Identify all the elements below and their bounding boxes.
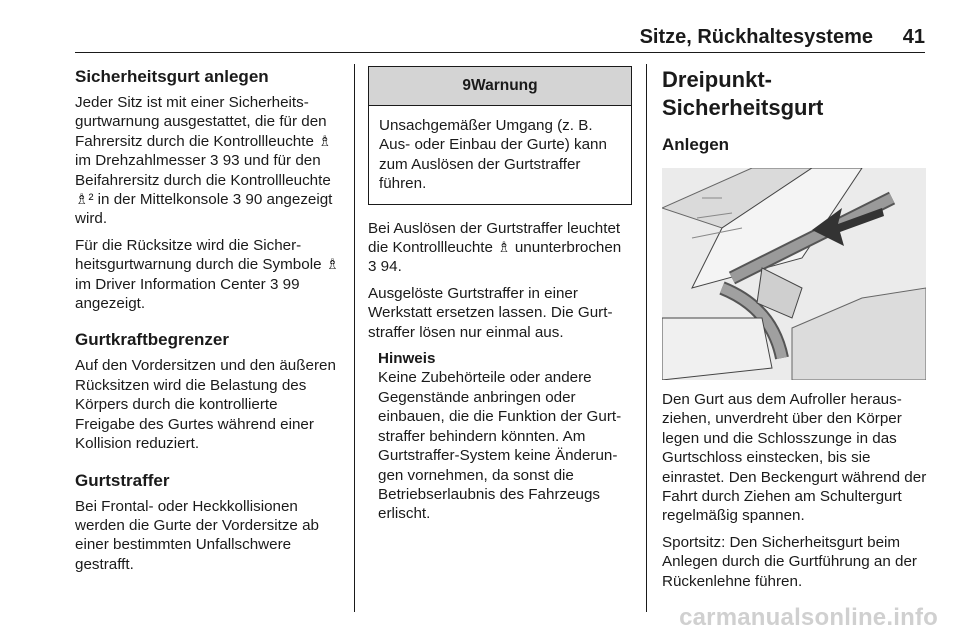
airbag-light-icon: ♗: [497, 239, 511, 257]
warning-triangle-icon: 9: [462, 77, 472, 94]
hint-title: Hinweis: [378, 350, 436, 368]
column-2: [368, 66, 632, 524]
header-rule: [75, 52, 925, 53]
reference-arrow-icon: 3: [269, 275, 279, 293]
paragraph-pretensioner-light: Bei Auslösen der Gurtstraffer leuchtet die Kontrollleuchte ♗ ununterbrochen 3 94.: [368, 219, 622, 276]
hint-block: [368, 349, 632, 524]
paragraph-force-limiter: Auf den Vordersitzen und den äußeren Rücksitzen wird die Belastung des Körpers durch die kontrollierte Freigabe des Gurtes während einer Kollision reduziert.: [75, 357, 336, 453]
paragraph-belt-warning: Jeder Sitz ist mit einer Sicherheitsgurtwarnung ausgestattet, die für den Fahrersitz durch die Kontrollleuchte ♗ im Drehzahlmesser 3 93 und für den Beifahrersitz durch die Kontrollleuchte ♗² in der Mittelkonsole 3 90 angezeigt wird.: [75, 94, 333, 228]
hint-text: Keine Zubehörteile oder andere Gegenstände anbringen oder einbauen, die die Funktion der Gurtstraffer behindern könnten. Am Gurtstraffer-System keine Änderungen vornehmen, da sonst die Betriebserlaubnis des Fahrzeugs erlischt.: [378, 369, 622, 523]
heading-seatbelt-fasten: Sicherheitsgurt anlegen: [75, 67, 269, 86]
reference-arrow-icon: 3: [368, 258, 377, 276]
heading-force-limiter: Gurtkraftbegrenzer: [75, 330, 229, 350]
warning-header: [369, 67, 631, 106]
column-1: [75, 66, 341, 581]
paragraph-rear-warning: Für die Rücksitze wird die Sicherheitsgurtwarnung durch die Symbole ♗ im Driver Information Center 3 99 angezeigt.: [75, 236, 340, 313]
reference-arrow-icon: 3: [232, 191, 242, 209]
warning-box: [368, 66, 632, 205]
column-divider-1: [354, 64, 355, 612]
warning-title: Warnung: [471, 77, 538, 94]
page-number: 41: [902, 26, 925, 48]
seatbelt-icon: ♗: [318, 132, 332, 150]
chapter-title: Sitze, Rückhaltesysteme: [639, 26, 873, 48]
seatbelt-passenger-icon: ♗²: [75, 191, 94, 209]
page-header: [75, 26, 925, 50]
paragraph-fasten-instructions: Den Gurt aus dem Aufroller herausziehen, unverdreht über den Körper legen und die Schlosszunge in das Gurtschloss einstecken, bis sie einrastet. Den Beckengurt während der Fahrt durch Ziehen am Schultergurt regelmäßig spannen.: [662, 391, 927, 525]
watermark: carmanualsonline.info: [679, 604, 938, 631]
paragraph-replace-pretensioner: Ausgelöste Gurtstraffer in einer Werkstatt ersetzen lassen. Die Gurtstraffer lösen nur einmal aus.: [368, 284, 613, 341]
paragraph-sport-seat: Sportsitz: Den Sicherheitsgurt beim Anlegen durch die Gurtführung an der Rückenlehne führen.: [662, 533, 917, 590]
column-divider-2: [646, 64, 647, 612]
seatbelt-illustration: [662, 168, 926, 380]
heading-fasten: Anlegen: [662, 135, 730, 154]
heading-pretensioner: Gurtstraffer: [75, 470, 170, 490]
seatbelt-icon: ♗: [325, 256, 340, 274]
heading-three-point-belt: Dreipunkt-Sicherheitsgurt: [662, 67, 824, 120]
seatbelt-drawing: [662, 168, 926, 380]
column-3: [662, 66, 928, 598]
warning-text: Unsachgemäßer Umgang (z. B. Aus- oder Einbau der Gurte) kann zum Auslösen der Gurtstraffer führen.: [379, 117, 607, 193]
reference-arrow-icon: 3: [210, 152, 219, 170]
paragraph-pretensioner: Bei Frontal- oder Heckkollisionen werden die Gurte der Vordersitze ab einer bestimmten Unfallschwere gestrafft.: [75, 497, 319, 573]
